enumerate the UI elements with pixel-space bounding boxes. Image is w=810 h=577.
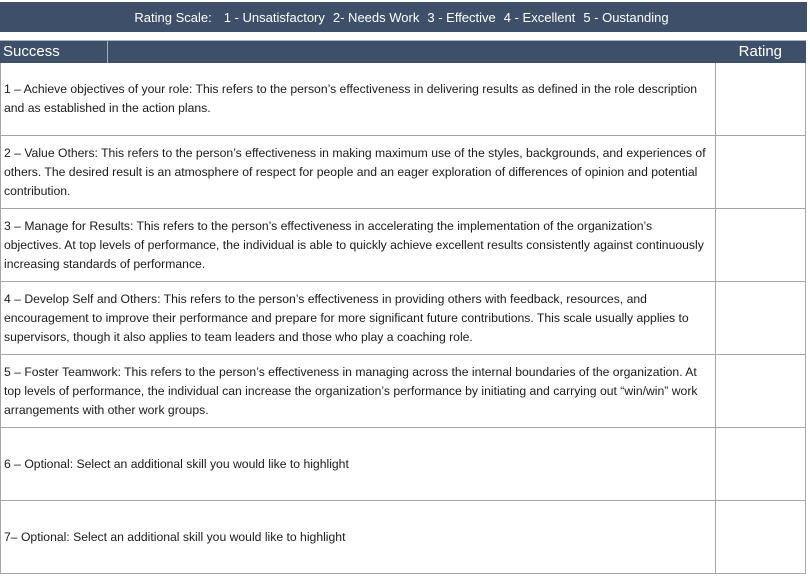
scale-item-2: 2- Needs Work [332, 9, 420, 25]
factor-description [1, 355, 716, 427]
factor-text: 1 – Achieve objectives of your role: This refers to the person’s effectiveness in delivering results as defined in the role description and as established in the action plans. [4, 82, 698, 115]
rating-cell[interactable] [716, 136, 805, 208]
table-row [0, 136, 806, 209]
factor-description [1, 501, 716, 573]
table-row [0, 428, 806, 501]
factor-text: 4 – Develop Self and Others: This refers to the person’s effectiveness in providing others with feedback, resources, and encouragement to improve their performance and prepare for more significant future contributions. This scale usually applies to supervisors, though it also applies to team leaders and those who play a coaching role. [4, 291, 689, 344]
factor-description [1, 209, 716, 281]
factor-text: 7– Optional: Select an additional skill you would like to highlight [4, 529, 346, 544]
table-row [0, 282, 806, 355]
header-spacer [108, 41, 715, 63]
factor-text: 5 – Foster Teamwork: This refers to the person’s effectiveness in managing across the internal boundaries of the organization. At top levels of performance, the individual can increase the organization’s performance by initiating and carrying out “win/win” work arrangements with other work groups. [4, 364, 698, 417]
success-factors-table [0, 40, 806, 574]
table-row [0, 209, 806, 282]
rating-cell[interactable] [716, 501, 805, 573]
table-row [0, 501, 806, 574]
rating-scale-banner [0, 2, 807, 32]
scale-item-5: 5 - Oustanding [583, 9, 669, 25]
rating-cell[interactable] [716, 428, 805, 500]
factor-description [1, 428, 716, 500]
factor-description [1, 63, 716, 135]
factor-text: 2 – Value Others: This refers to the person’s effectiveness in making maximum use of the styles, backgrounds, and experiences of others. The desired result is an atmosphere of respect for people and an eager exploration of differences of opinion and potential contribution. [4, 145, 706, 198]
factor-text: 6 – Optional: Select an additional skill you would like to highlight [4, 456, 349, 471]
factor-text: 3 – Manage for Results: This refers to the person’s effectiveness in accelerating the implementation of the organization’s objectives. At top levels of performance, the individual is able to quickly achieve excellent results consistently against continuously increasing standards of performance. [4, 218, 704, 271]
scale-item-3: 3 - Effective [427, 9, 496, 25]
rating-cell[interactable] [716, 355, 805, 427]
rating-cell[interactable] [716, 209, 805, 281]
header-success-factors: Success Factors [0, 41, 108, 63]
table-row [0, 355, 806, 428]
factor-description [1, 136, 716, 208]
header-rating: Rating [738, 43, 782, 60]
scale-item-4: 4 - Excellent [503, 9, 576, 25]
table-header [0, 40, 806, 82]
table-row [0, 63, 806, 136]
rating-cell[interactable] [716, 63, 805, 135]
rating-scale-label: Rating Scale: [134, 9, 212, 25]
rating-cell[interactable] [716, 282, 805, 354]
scale-item-1: 1 - Unsatisfactory [223, 9, 325, 25]
factor-description [1, 282, 716, 354]
